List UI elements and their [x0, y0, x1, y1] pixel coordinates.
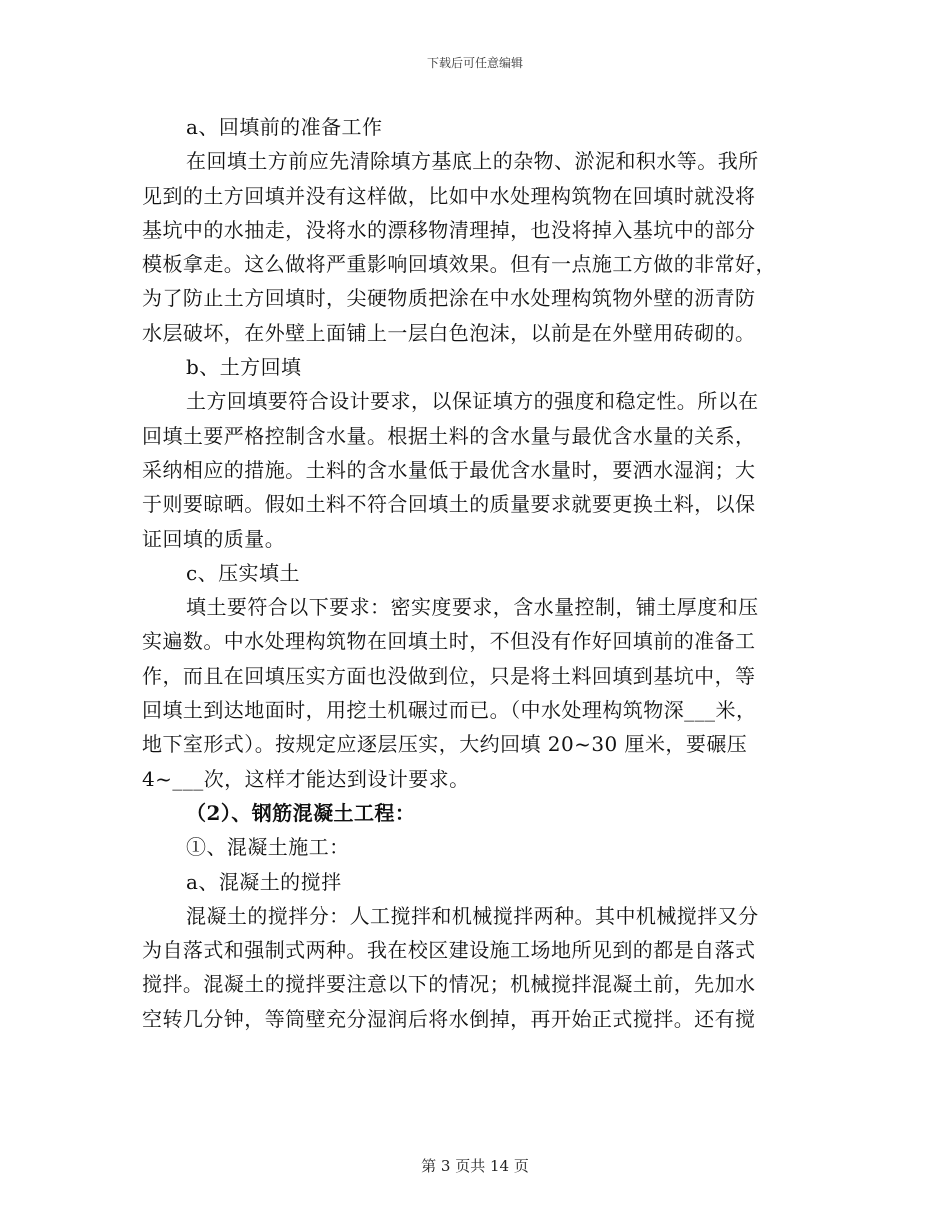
section-heading: （2）、钢筋混凝土工程：	[186, 800, 416, 825]
text-line: 填土要符合以下要求：密实度要求，含水量控制，铺土厚度和压	[186, 595, 759, 620]
text-line: 基坑中的水抽走，没将水的漂移物清理掉，也没将掉入基坑中的部分	[142, 217, 756, 242]
text-line: 模板拿走。这么做将严重影响回填效果。但有一点施工方做的非常好，	[142, 252, 776, 277]
text-line: a、混凝土的搅拌	[186, 869, 342, 894]
text-line: 地下室形式）。按规定应逐层压实，大约回填 20~30 厘米，要碾压	[142, 732, 748, 757]
text-line: 于则要晾晒。假如土料不符合回填土的质量要求就要更换土料，以保	[142, 492, 756, 517]
text-line: 回填土要严格控制含水量。根据土料的含水量与最优含水量的关系，	[142, 423, 756, 448]
text-line: a、回填前的准备工作	[186, 115, 383, 139]
text-line: b、土方回填	[186, 355, 302, 380]
text-line: 在回填土方前应先清除填方基底上的杂物、淤泥和积水等。我所	[186, 149, 759, 174]
text-line: c、压实填土	[186, 560, 300, 585]
text-line: 实遍数。中水处理构筑物在回填土时，不但没有作好回填前的准备工	[142, 629, 756, 654]
page-header: 下载后可任意编辑	[426, 56, 523, 70]
text-line: 土方回填要符合设计要求，以保证填方的强度和稳定性。所以在	[186, 389, 759, 414]
text-line: 水层破坏，在外壁上面铺上一层白色泡沫，以前是在外壁用砖砌的。	[142, 320, 756, 345]
page-number: 第 3 页共 14 页	[421, 1157, 529, 1175]
text-line: 搅拌。混凝土的搅拌要注意以下的情况；机械搅拌混凝土前，先加水	[142, 972, 756, 997]
document-body	[142, 110, 802, 1036]
text-line: ①、混凝土施工：	[186, 835, 350, 860]
text-line: 见到的土方回填并没有这样做，比如中水处理构筑物在回填时就没将	[142, 183, 756, 208]
text-line: 采纳相应的措施。土料的含水量低于最优含水量时，要洒水湿润；大	[142, 457, 756, 482]
text-line: 4~___次，这样才能达到设计要求。	[142, 766, 470, 791]
text-line: 作，而且在回填压实方面也没做到位，只是将土料回填到基坑中，等	[142, 663, 756, 688]
text-line: 为自落式和强制式两种。我在校区建设施工场地所见到的都是自落式	[142, 938, 756, 963]
text-line: 为了防止土方回填时，尖硬物质把涂在中水处理构筑物外壁的沥青防	[142, 286, 756, 311]
text-line: 回填土到达地面时，用挖土机碾过而已。（中水处理构筑物深___米，	[142, 698, 757, 723]
text-line: 混凝土的搅拌分：人工搅拌和机械搅拌两种。其中机械搅拌又分	[186, 903, 759, 928]
text-line: 证回填的质量。	[142, 526, 286, 551]
text-line: 空转几分钟，等筒壁充分湿润后将水倒掉，再开始正式搅拌。还有搅	[142, 1006, 756, 1031]
